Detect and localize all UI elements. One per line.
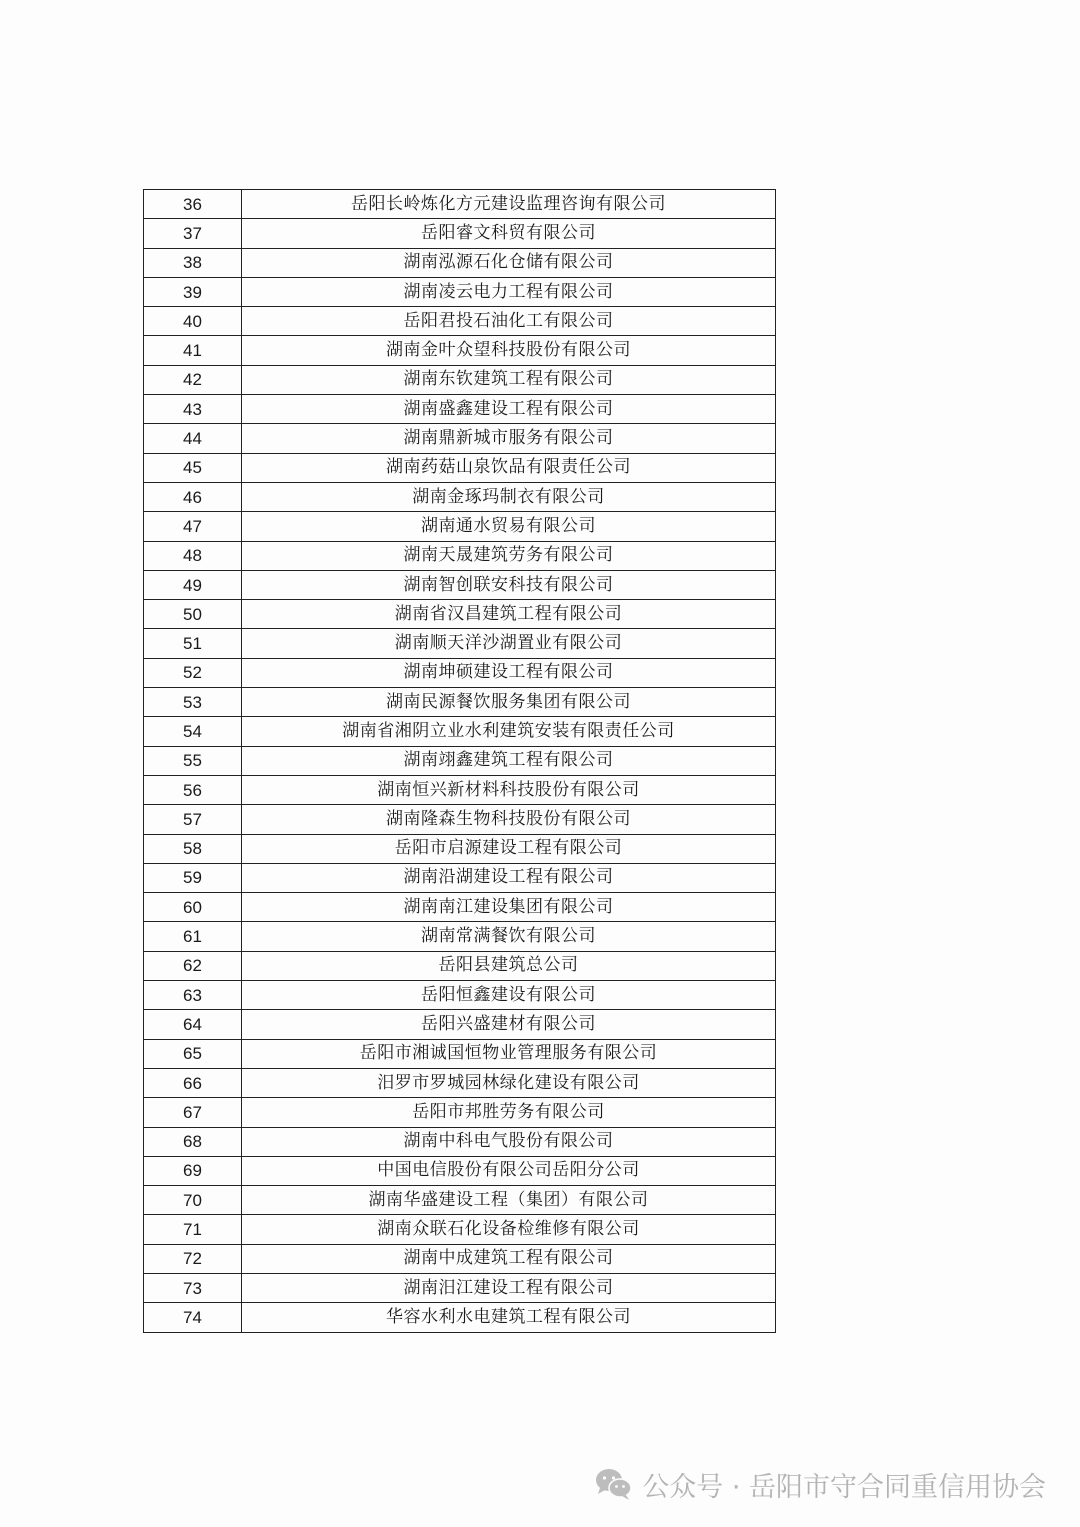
- company-name: 湖南坤硕建设工程有限公司: [242, 658, 776, 687]
- company-name: 岳阳君投石油化工有限公司: [242, 307, 776, 336]
- company-name: 湖南南江建设集团有限公司: [242, 893, 776, 922]
- row-number: 38: [144, 248, 242, 277]
- row-number: 65: [144, 1039, 242, 1068]
- table-row: [144, 922, 776, 951]
- row-number: 59: [144, 863, 242, 892]
- table-row: [144, 717, 776, 746]
- company-name: 岳阳市邦胜劳务有限公司: [242, 1098, 776, 1127]
- row-number: 61: [144, 922, 242, 951]
- table-row: [144, 834, 776, 863]
- row-number: 67: [144, 1098, 242, 1127]
- company-name: 湖南汨江建设工程有限公司: [242, 1273, 776, 1302]
- table-row: [144, 453, 776, 482]
- table-row: [144, 1127, 776, 1156]
- row-number: 44: [144, 424, 242, 453]
- table-row: [144, 1098, 776, 1127]
- watermark-text: 公众号 · 岳阳市守合同重信用协会: [642, 1471, 1046, 1503]
- row-number: 39: [144, 277, 242, 306]
- row-number: 54: [144, 717, 242, 746]
- table-row: [144, 336, 776, 365]
- table-row: [144, 1068, 776, 1097]
- table-row: [144, 307, 776, 336]
- table-row: [144, 629, 776, 658]
- company-list-table: [143, 189, 776, 1333]
- row-number: 64: [144, 1010, 242, 1039]
- company-name: 岳阳恒鑫建设有限公司: [242, 981, 776, 1010]
- company-name: 湖南泓源石化仓储有限公司: [242, 248, 776, 277]
- company-name: 湖南华盛建设工程（集团）有限公司: [242, 1186, 776, 1215]
- company-name: 湖南常满餐饮有限公司: [242, 922, 776, 951]
- row-number: 49: [144, 570, 242, 599]
- table-row: [144, 688, 776, 717]
- company-name: 湖南隆森生物科技股份有限公司: [242, 805, 776, 834]
- row-number: 68: [144, 1127, 242, 1156]
- company-name: 湖南盛鑫建设工程有限公司: [242, 395, 776, 424]
- company-name: 湖南东钦建筑工程有限公司: [242, 365, 776, 394]
- company-list-body: [144, 190, 776, 1333]
- table-row: [144, 981, 776, 1010]
- company-name: 湖南智创联安科技有限公司: [242, 570, 776, 599]
- company-name: 汨罗市罗城园林绿化建设有限公司: [242, 1068, 776, 1097]
- table-row: [144, 512, 776, 541]
- row-number: 45: [144, 453, 242, 482]
- table-row: [144, 951, 776, 980]
- row-number: 42: [144, 365, 242, 394]
- row-number: 36: [144, 190, 242, 219]
- row-number: 51: [144, 629, 242, 658]
- company-name: 湖南中科电气股份有限公司: [242, 1127, 776, 1156]
- company-name: 中国电信股份有限公司岳阳分公司: [242, 1156, 776, 1185]
- row-number: 41: [144, 336, 242, 365]
- company-name: 湖南省汉昌建筑工程有限公司: [242, 600, 776, 629]
- company-name: 湖南通水贸易有限公司: [242, 512, 776, 541]
- row-number: 72: [144, 1244, 242, 1273]
- row-number: 73: [144, 1273, 242, 1302]
- table-row: [144, 1215, 776, 1244]
- wechat-icon: [594, 1467, 632, 1501]
- row-number: 69: [144, 1156, 242, 1185]
- row-number: 40: [144, 307, 242, 336]
- watermark: [594, 1462, 1046, 1506]
- company-name: 岳阳睿文科贸有限公司: [242, 219, 776, 248]
- table-row: [144, 805, 776, 834]
- table-row: [144, 600, 776, 629]
- row-number: 37: [144, 219, 242, 248]
- table-row: [144, 1156, 776, 1185]
- row-number: 62: [144, 951, 242, 980]
- table-row: [144, 746, 776, 775]
- table-row: [144, 1039, 776, 1068]
- company-name: 华容水利水电建筑工程有限公司: [242, 1303, 776, 1332]
- table-row: [144, 395, 776, 424]
- row-number: 57: [144, 805, 242, 834]
- table-row: [144, 482, 776, 511]
- row-number: 43: [144, 395, 242, 424]
- table-row: [144, 658, 776, 687]
- company-name: 湖南民源餐饮服务集团有限公司: [242, 688, 776, 717]
- company-name: 湖南沿湖建设工程有限公司: [242, 863, 776, 892]
- row-number: 63: [144, 981, 242, 1010]
- table-row: [144, 775, 776, 804]
- table-row: [144, 893, 776, 922]
- company-name: 湖南天晟建筑劳务有限公司: [242, 541, 776, 570]
- row-number: 47: [144, 512, 242, 541]
- table-row: [144, 248, 776, 277]
- table-row: [144, 863, 776, 892]
- company-name: 岳阳市湘诚国恒物业管理服务有限公司: [242, 1039, 776, 1068]
- company-name: 岳阳市启源建设工程有限公司: [242, 834, 776, 863]
- table-row: [144, 1303, 776, 1332]
- company-name: 湖南翊鑫建筑工程有限公司: [242, 746, 776, 775]
- company-name: 湖南中成建筑工程有限公司: [242, 1244, 776, 1273]
- company-name: 湖南众联石化设备检维修有限公司: [242, 1215, 776, 1244]
- company-name: 湖南凌云电力工程有限公司: [242, 277, 776, 306]
- table-row: [144, 277, 776, 306]
- table-row: [144, 1273, 776, 1302]
- row-number: 60: [144, 893, 242, 922]
- company-name: 岳阳县建筑总公司: [242, 951, 776, 980]
- company-name: 岳阳长岭炼化方元建设监理咨询有限公司: [242, 190, 776, 219]
- table-row: [144, 190, 776, 219]
- row-number: 70: [144, 1186, 242, 1215]
- company-name: 岳阳兴盛建材有限公司: [242, 1010, 776, 1039]
- company-name: 湖南鼎新城市服务有限公司: [242, 424, 776, 453]
- table-row: [144, 1010, 776, 1039]
- company-name: 湖南药菇山泉饮品有限责任公司: [242, 453, 776, 482]
- row-number: 46: [144, 482, 242, 511]
- company-name: 湖南金叶众望科技股份有限公司: [242, 336, 776, 365]
- row-number: 48: [144, 541, 242, 570]
- row-number: 52: [144, 658, 242, 687]
- row-number: 53: [144, 688, 242, 717]
- row-number: 58: [144, 834, 242, 863]
- row-number: 50: [144, 600, 242, 629]
- company-name: 湖南顺天洋沙湖置业有限公司: [242, 629, 776, 658]
- table-row: [144, 1186, 776, 1215]
- row-number: 74: [144, 1303, 242, 1332]
- table-row: [144, 424, 776, 453]
- row-number: 66: [144, 1068, 242, 1097]
- row-number: 56: [144, 775, 242, 804]
- row-number: 71: [144, 1215, 242, 1244]
- table-row: [144, 365, 776, 394]
- company-name: 湖南省湘阴立业水利建筑安装有限责任公司: [242, 717, 776, 746]
- table-row: [144, 1244, 776, 1273]
- table-row: [144, 219, 776, 248]
- row-number: 55: [144, 746, 242, 775]
- table-row: [144, 541, 776, 570]
- table-row: [144, 570, 776, 599]
- company-name: 湖南恒兴新材料科技股份有限公司: [242, 775, 776, 804]
- company-name: 湖南金琢玛制衣有限公司: [242, 482, 776, 511]
